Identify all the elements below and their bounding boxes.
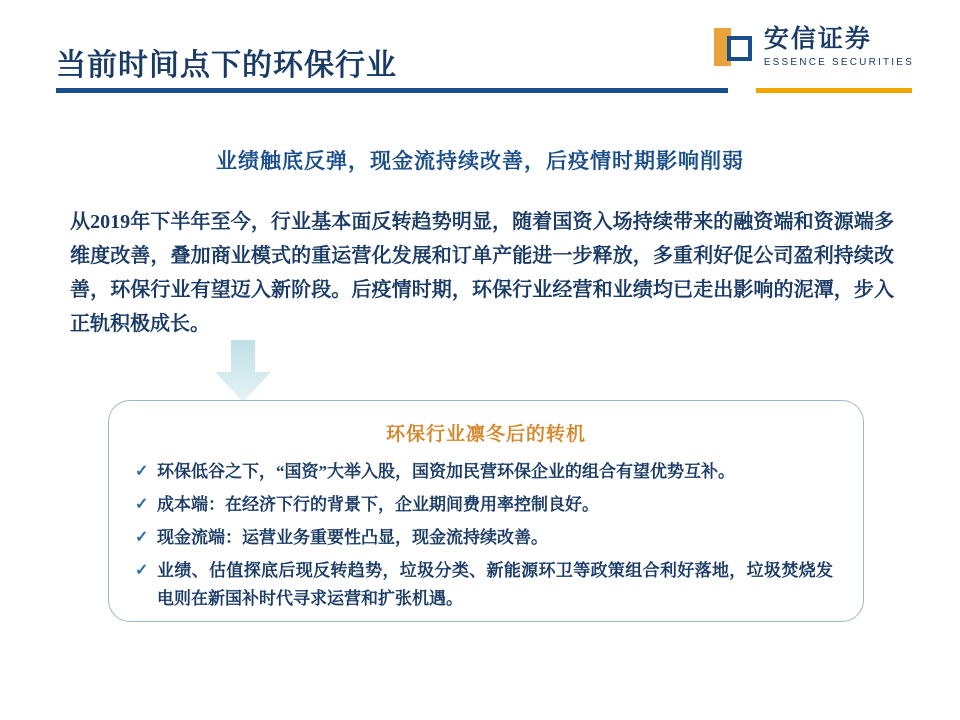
slide-subtitle: 业绩触底反弹，现金流持续改善，后疫情时期影响削弱	[216, 149, 744, 173]
callout-box	[108, 400, 864, 622]
body-paragraph: 从2019年下半年至今，行业基本面反转趋势明显，随着国资入场持续带来的融资端和资源端多维度改善，叠加商业模式的重运营化发展和订单产能进一步释放，多重利好促公司盈利持续改善，环保行业有望迈入新阶段。后疫情时期，环保行业经营和业绩均已走出影响的泥潭，步入正轨积极成长。	[70, 211, 894, 335]
logo-blue-square	[727, 36, 752, 61]
list-item	[135, 524, 833, 552]
check-icon: ✓	[135, 562, 149, 579]
down-arrow-icon	[213, 340, 273, 402]
list-item	[135, 491, 833, 519]
list-item	[135, 557, 833, 613]
page-title: 当前时间点下的环保行业	[56, 49, 397, 82]
check-icon: ✓	[135, 463, 149, 480]
check-icon: ✓	[135, 529, 149, 546]
callout-bullet-list	[109, 458, 863, 613]
title-underline-accent	[756, 88, 912, 93]
title-underline-primary	[56, 88, 728, 93]
list-item-text: 环保低谷之下，“国资”大举入股，国资加民营环保企业的组合有望优势互补。	[157, 462, 735, 481]
list-item-text: 业绩、估值探底后现反转趋势，垃圾分类、新能源环卫等政策组合利好落地，垃圾焚烧发电则在新国补时代寻求运营和扩张机遇。	[157, 561, 833, 608]
check-icon: ✓	[135, 496, 149, 513]
list-item-text: 成本端：在经济下行的背景下，企业期间费用率控制良好。	[157, 495, 599, 514]
brand-logo	[714, 26, 914, 68]
logo-company-name-en: ESSENCE SECURITIES	[763, 56, 914, 68]
callout-title: 环保行业凛冬后的转机	[385, 424, 586, 445]
logo-company-name-cn: 安信证券	[763, 25, 872, 53]
logo-mark-icon	[714, 28, 752, 66]
logo-text-block	[764, 26, 914, 68]
list-item	[135, 458, 833, 486]
list-item-text: 现金流端：运营业务重要性凸显，现金流持续改善。	[157, 528, 548, 547]
